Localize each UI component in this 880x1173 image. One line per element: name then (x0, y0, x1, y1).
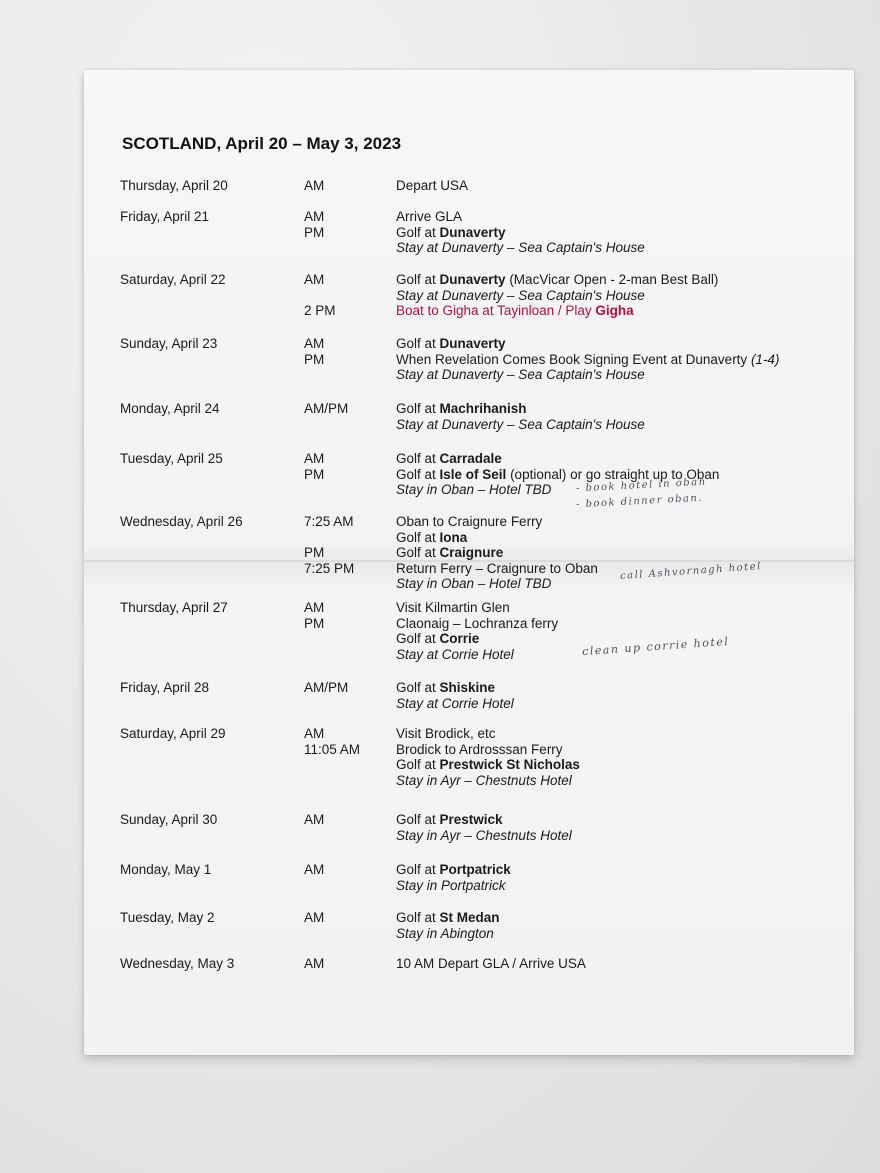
time-slot: AM/PM (304, 401, 349, 416)
activity-text: 10 AM Depart GLA / Arrive USA (396, 956, 586, 971)
day-activities (396, 680, 514, 711)
activity-line (396, 647, 558, 663)
day-date: Sunday, April 30 (120, 812, 218, 827)
day-times (304, 956, 324, 972)
time-slot: PM (304, 351, 325, 367)
activity-line (396, 417, 645, 433)
activity-line (396, 696, 514, 712)
day-times (304, 514, 354, 576)
activity-line (396, 288, 718, 304)
day-times (304, 862, 324, 878)
day-date: Tuesday, May 2 (120, 910, 215, 925)
time-slot: PM (304, 615, 325, 631)
time-slot: AM (304, 910, 325, 925)
activity-text: Brodick to Ardrosssan Ferry (396, 741, 563, 757)
lodging-text: Stay at Dunaverty – Sea Captain's House (396, 240, 645, 255)
day-times (304, 910, 324, 926)
activity-line (396, 225, 645, 241)
activity-line (396, 757, 580, 773)
day-date: Monday, May 1 (120, 862, 212, 877)
day-activities (396, 726, 580, 788)
activity-line (396, 367, 779, 383)
lodging-text: Stay at Dunaverty – Sea Captain's House (396, 367, 645, 382)
activity-text: (MacVicar Open - 2-man Best Ball) (505, 272, 719, 287)
lodging-text: Stay in Oban – Hotel TBD (396, 482, 552, 497)
day-date: Wednesday, May 3 (120, 956, 235, 971)
day-activities (396, 862, 511, 893)
time-slot: AM (304, 600, 325, 615)
day-activities (396, 600, 558, 662)
day-times (304, 272, 336, 319)
activity-line (396, 726, 580, 742)
day-times (304, 600, 324, 631)
day-date: Monday, April 24 (120, 401, 220, 416)
handwritten-note: call Ashvornagh hotel (619, 561, 763, 582)
day-activities (396, 272, 718, 319)
time-slot: AM (304, 862, 325, 877)
day-activities (396, 451, 719, 498)
day-date: Sunday, April 23 (120, 336, 218, 351)
lodging-text: Stay at Dunaverty – Sea Captain's House (396, 416, 645, 432)
activity-text: When Revelation Comes Book Signing Event at Dunaverty (396, 351, 751, 367)
course-name: Gigha (595, 303, 634, 318)
day-times (304, 178, 324, 194)
time-slot: 7:25 AM (304, 514, 354, 529)
time-slot: AM (304, 336, 325, 351)
handwritten-note: - book dinner oban. (575, 492, 704, 511)
itinerary-sheet (84, 70, 854, 1055)
time-slot: PM (304, 224, 325, 240)
activity-line (396, 878, 511, 894)
activity-text: Golf at (396, 757, 440, 772)
activity-text: Visit Kilmartin Glen (396, 600, 510, 615)
activity-line (396, 240, 645, 256)
lodging-text: Stay at Dunaverty – Sea Captain's House (396, 287, 645, 303)
handwritten-note: clean up corrie hotel (581, 634, 730, 659)
time-slot: AM (304, 209, 325, 224)
activity-text: Golf at (396, 812, 440, 827)
activity-line (396, 530, 598, 546)
activity-text: Golf at (396, 862, 440, 877)
activity-line (396, 209, 645, 225)
activity-line (396, 773, 580, 789)
activity-text: Golf at (396, 529, 440, 545)
document-title: SCOTLAND, April 20 – May 3, 2023 (122, 134, 402, 153)
activity-line (396, 742, 580, 758)
lodging-text: Stay in Ayr – Chestnuts Hotel (396, 827, 572, 843)
activity-text: Golf at (396, 910, 440, 925)
course-name: Dunaverty (439, 336, 506, 351)
time-slot: AM (304, 451, 325, 466)
activity-text: Golf at (396, 401, 440, 416)
time-slot: AM (304, 956, 325, 971)
day-date: Tuesday, April 25 (120, 451, 223, 466)
day-times (304, 336, 324, 367)
lodging-text: Stay in Portpatrick (396, 877, 506, 893)
time-slot: AM/PM (304, 680, 349, 695)
time-slot: 2 PM (304, 303, 336, 318)
course-name: Dunaverty (439, 224, 506, 240)
day-times (304, 451, 324, 482)
day-times (304, 726, 360, 757)
day-activities (396, 910, 500, 941)
time-slot: AM (304, 726, 325, 741)
activity-text: Golf at (396, 680, 440, 695)
day-activities (396, 956, 586, 972)
day-date: Thursday, April 20 (120, 178, 228, 193)
day-activities (396, 401, 645, 432)
activity-line (396, 910, 500, 926)
activity-text: Golf at (396, 631, 440, 646)
time-slot: AM (304, 178, 325, 193)
day-times (304, 680, 348, 696)
day-activities (396, 209, 645, 256)
course-name: Prestwick (439, 812, 503, 827)
time-slot (304, 530, 354, 546)
time-slot: AM (304, 272, 325, 287)
course-name: Craignure (439, 545, 504, 560)
course-name: Dunaverty (439, 272, 506, 287)
time-slot: AM (304, 812, 325, 827)
day-date: Saturday, April 29 (120, 726, 226, 741)
activity-text: Return Ferry – Craignure to Oban (396, 560, 598, 576)
course-name: Carradale (439, 451, 502, 466)
activity-text: (optional) or go straight up to Oban (506, 466, 720, 482)
activity-line (396, 956, 586, 972)
activity-line (396, 561, 598, 577)
lodging-text: Stay in Ayr – Chestnuts Hotel (396, 772, 572, 788)
activity-line (396, 926, 500, 942)
course-name: Shiskine (439, 680, 496, 695)
time-slot (304, 288, 336, 304)
activity-line (396, 401, 645, 417)
day-times (304, 401, 348, 417)
activity-line (396, 545, 598, 561)
lodging-text: Stay in Oban – Hotel TBD (396, 576, 552, 591)
course-name: Isle of Seil (439, 466, 507, 482)
activity-line (396, 600, 558, 616)
activity-line (396, 336, 779, 352)
time-slot: PM (304, 545, 325, 560)
day-activities (396, 178, 468, 194)
activity-text: Golf at (396, 224, 440, 240)
course-name: Iona (439, 529, 468, 545)
day-activities (396, 514, 598, 592)
activity-line (396, 631, 558, 647)
activity-line (396, 812, 572, 828)
day-date: Friday, April 28 (120, 680, 210, 695)
activity-line (396, 514, 598, 530)
lodging-text: (1-4) (750, 351, 780, 367)
activity-text: Depart USA (396, 178, 469, 193)
course-name: Portpatrick (439, 862, 511, 877)
activity-line (396, 616, 558, 632)
course-name: St Medan (439, 910, 500, 925)
activity-text: Boat to Gigha at Tayinloan / Play (396, 303, 596, 318)
time-slot: PM (304, 466, 325, 482)
day-date: Thursday, April 27 (120, 600, 228, 615)
day-date: Wednesday, April 26 (120, 514, 243, 529)
course-name: Machrihanish (439, 401, 527, 416)
time-slot: 7:25 PM (304, 560, 355, 576)
day-date: Friday, April 21 (120, 209, 210, 224)
day-date: Saturday, April 22 (120, 272, 226, 287)
handwritten-note: - book hotel in oban (575, 476, 707, 495)
activity-text: Golf at (396, 336, 440, 351)
activity-line (396, 352, 779, 368)
activity-text: Golf at (396, 545, 440, 560)
activity-line (396, 862, 511, 878)
lodging-text: Stay at Corrie Hotel (396, 695, 514, 711)
lodging-text: Stay at Corrie Hotel (396, 646, 514, 662)
activity-text: Arrive GLA (396, 209, 463, 224)
course-name: Prestwick St Nicholas (439, 757, 580, 772)
activity-line (396, 680, 514, 696)
lodging-text: Stay in Abington (396, 925, 494, 941)
activity-line (396, 451, 719, 467)
time-slot: 11:05 AM (304, 741, 361, 757)
activity-line (396, 272, 718, 288)
activity-text: Oban to Craignure Ferry (396, 514, 543, 529)
activity-line (396, 828, 572, 844)
day-activities (396, 812, 572, 843)
activity-text: Golf at (396, 272, 440, 287)
activity-text: Golf at (396, 466, 440, 482)
day-times (304, 812, 324, 828)
day-activities (396, 336, 779, 383)
activity-line (396, 576, 598, 592)
course-name: Corrie (439, 631, 480, 646)
activity-line (396, 303, 718, 319)
day-times (304, 209, 324, 240)
activity-text: Claonaig – Lochranza ferry (396, 615, 559, 631)
activity-text: Golf at (396, 451, 440, 466)
activity-text: Visit Brodick, etc (396, 726, 496, 741)
activity-line (396, 178, 468, 194)
